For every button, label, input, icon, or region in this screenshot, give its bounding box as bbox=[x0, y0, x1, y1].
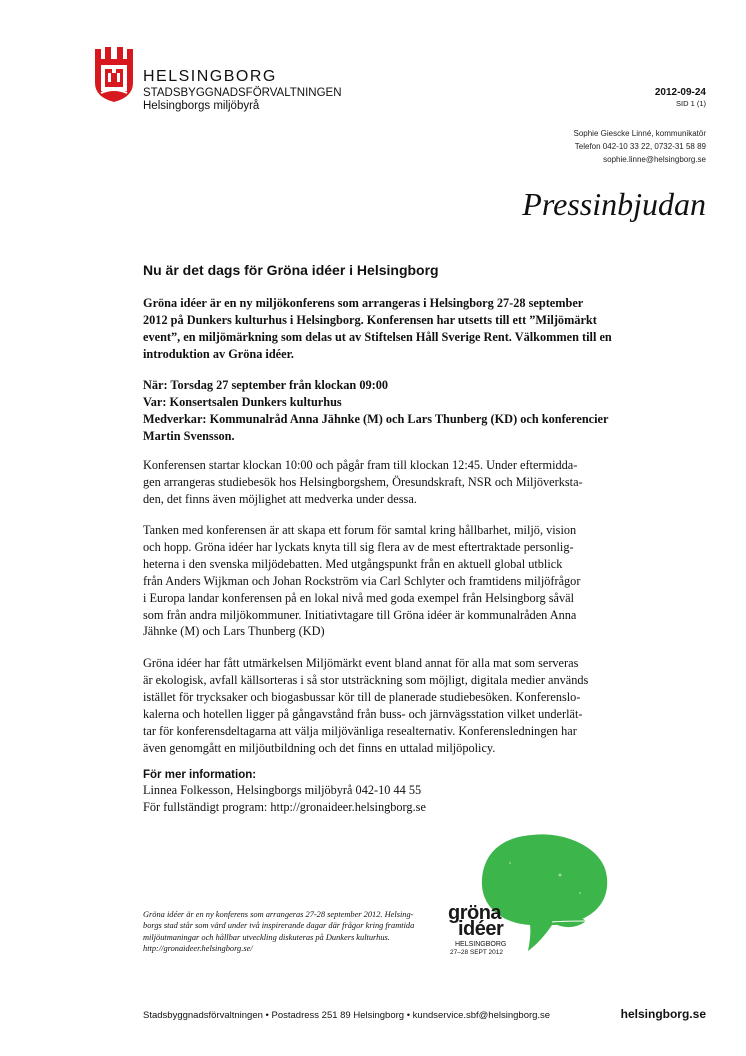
text-line: kalerna och hotellen ligger på gångavstånd från buss- och järnvägsstation vilket underlät- bbox=[143, 706, 583, 721]
text-line: Gröna idéer är en ny konferens som arrangeras 27-28 september 2012. Helsing- bbox=[143, 910, 414, 919]
text-line: 2012 på Dunkers kulturhus i Helsingborg. Konferensen har utsetts till ett ”Miljömärkt bbox=[143, 312, 597, 327]
text-line: och hopp. Gröna idéer har lyckats knyta till sig flera av de mest eftertraktade personlig- bbox=[143, 539, 574, 554]
text-line: den, det finns även möjlighet att medverka under dessa. bbox=[143, 491, 417, 506]
event-logo-dates: 27–28 SEPT 2012 bbox=[450, 949, 504, 956]
text-line: Gröna idéer har fått utmärkelsen Miljömärkt event bland annat för alla mat som serveras bbox=[143, 656, 579, 670]
contact-name: Sophie Giescke Linné, kommunikatör bbox=[573, 129, 706, 138]
text-line: introduktion av Gröna idéer. bbox=[143, 346, 295, 361]
text-line: Tanken med konferensen är att skapa ett forum för samtal kring hållbarhet, miljö, vision bbox=[143, 523, 577, 537]
event-logo-word-1: gröna bbox=[448, 902, 502, 924]
text-line: i Europa landar konferensen på en lokal nivå med goda exempel från Helsingborg såväl bbox=[143, 590, 575, 605]
body-paragraph-3 bbox=[143, 655, 613, 756]
document-type-title: Pressinbjudan bbox=[522, 186, 706, 222]
text-line: istället för trycksaker och biogasbussar kör till de planerade studiebesöken. Konferenslo- bbox=[143, 689, 581, 704]
document-date: 2012-09-24 bbox=[654, 87, 706, 98]
text-line: tar för konferensdeltagarna att välja miljövänliga resealternativ. Konferensledningen har bbox=[143, 723, 577, 738]
text-line: event”, en miljömärkning som delas ut av Stiftelsen Håll Sverige Rent. Välkommen till en bbox=[143, 329, 612, 344]
helsingborg-crest-logo bbox=[93, 45, 135, 103]
contact-email[interactable]: sophie.linne@helsingborg.se bbox=[603, 155, 706, 164]
text-line: från Anders Wijkman och Johan Rockström via Carl Schlyter och framtidens miljöfrågor bbox=[143, 573, 581, 588]
page-number: SID 1 (1) bbox=[675, 99, 706, 108]
contact-phone: Telefon 042-10 33 22, 0732-31 58 89 bbox=[574, 142, 706, 151]
footnote-link[interactable]: http://gronaideer.helsingborg.se/ bbox=[143, 944, 253, 954]
event-footnote bbox=[143, 909, 428, 955]
event-details bbox=[143, 377, 613, 445]
info-program-link[interactable]: För fullständigt program: http://gronaideer.helsingborg.se bbox=[143, 799, 426, 814]
text-line: Konferensen startar klockan 10:00 och pågår fram till klockan 12:45. Under eftermidda- bbox=[143, 458, 578, 472]
more-info-heading: För mer information: bbox=[143, 769, 257, 781]
text-line: som från andra miljökommuner. Initiativtagare till Gröna idéer är kommunalråden Anna bbox=[143, 607, 577, 622]
text-line: miljöutmaningar och hållbar utveckling diskuteras på Dunkers kulturhus. bbox=[143, 932, 390, 942]
more-info-block bbox=[143, 782, 426, 816]
text-line: även genomgått en miljöutbildning och det finns en uttalad miljöpolicy. bbox=[143, 740, 496, 755]
text-line: Jähnke (M) och Lars Thunberg (KD) bbox=[143, 624, 325, 639]
text-line: heterna i den svenska miljödebatten. Med utgångspunkt från en aktuell global utblick bbox=[143, 556, 563, 571]
contact-info bbox=[573, 127, 706, 166]
body-paragraph-2 bbox=[143, 522, 613, 640]
text-line: gen arrangeras studiebesök hos Helsingborgshem, Öresundskraft, NSR och Miljöverksta- bbox=[143, 474, 583, 489]
text-line: borgs stad står som värd under två inspirerande dagar där frågor kring framtida bbox=[143, 921, 415, 931]
event-logo-word-2: idéer bbox=[458, 918, 504, 940]
footer-website-link[interactable]: helsingborg.se bbox=[620, 1007, 706, 1021]
info-contact-line: Linnea Folkesson, Helsingborgs miljöbyrå 042-10 44 55 bbox=[143, 783, 422, 797]
text-line: är ekologisk, avfall källsorteras i så stor utsträckning som möjligt, digitala medier används bbox=[143, 672, 589, 687]
intro-paragraph bbox=[143, 295, 613, 363]
document-meta bbox=[655, 87, 706, 109]
participants-line: Medverkar: Kommunalråd Anna Jähnke (M) och Lars Thunberg (KD) och konferencier bbox=[143, 411, 609, 426]
organization-name: HELSINGBORG bbox=[143, 68, 277, 85]
text-line: Gröna idéer är en ny miljökonferens som arrangeras i Helsingborg 27-28 september bbox=[143, 296, 584, 310]
footer-address: Stadsbyggnadsförvaltningen • Postadress 251 89 Helsingborg • kundservice.sbf@helsingborg.se bbox=[143, 1010, 551, 1021]
where-line: Var: Konsertsalen Dunkers kulturhus bbox=[143, 394, 342, 409]
agency-name: Helsingborgs miljöbyrå bbox=[143, 100, 260, 112]
event-logo-city: HELSINGBORG bbox=[455, 941, 507, 948]
headline: Nu är det dags för Gröna idéer i Helsingborg bbox=[143, 262, 439, 278]
body-paragraph-1 bbox=[143, 457, 613, 508]
participants-line-cont: Martin Svensson. bbox=[143, 428, 235, 443]
when-line: När: Torsdag 27 september från klockan 09:00 bbox=[143, 378, 389, 392]
department-name: STADSBYGGNADSFÖRVALTNINGEN bbox=[143, 87, 342, 99]
organization-block bbox=[143, 68, 342, 113]
